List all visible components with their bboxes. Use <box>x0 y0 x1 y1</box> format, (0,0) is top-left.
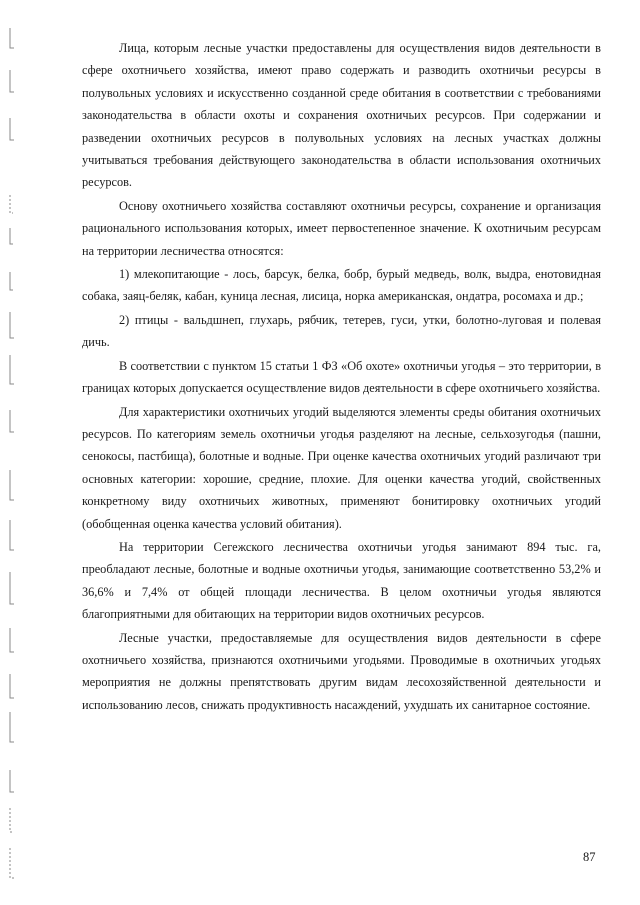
binding-margin-marks <box>0 0 40 905</box>
paragraph: Для характеристики охотничьих угодий выделяются элементы среды обитания охотничьих ресурсов. По категориям земель охотничьи угодья разделяют на лесные, сельхозугодья (пашни, сенокосы, пастбища), болотные и водные. При оценке качества охотничьих угодий различают три основных категории: хорошие, средние, плохие. Для оценки качества угодий, свойственных конкретному виду охотничьих животных, применяют бонитировку охотничьих угодий (обобщенная оценка качества условий обитания). <box>82 404 601 531</box>
page-number: 87 <box>583 850 596 864</box>
paragraph: Основу охотничьего хозяйства составляют охотничьи ресурсы, сохранение и организация рационального использования которых, имеет первостепенное значение. К охотничьим ресурсам на территории лесничества относятся: <box>82 198 601 258</box>
paragraph: Лица, которым лесные участки предоставлены для осуществления видов деятельности в сфере охотничьего хозяйства, имеют право содержать и разводить охотничьи ресурсы в полувольных условиях и искусственно созданной среде обитания в соответствии с требованиями законодательства в области охоты и сохранения охотничьих ресурсов. При содержании и разведении охотничьих ресурсов в полувольных условиях на лесных участках должны учитываться требования действующего законодательства в области использования охотничьих ресурсов. <box>82 41 601 190</box>
paragraph: 2) птицы - вальдшнеп, глухарь, рябчик, тетерев, гуси, утки, болотно-луговая и полевая дичь. <box>82 312 601 350</box>
body-text <box>82 37 601 716</box>
paragraph: Лесные участки, предоставляемые для осуществления видов деятельности в сфере охотничьего хозяйства, признаются охотничьими угодьями. Проводимые в охотничьих угодьях мероприятия не должны препятствовать другим видам лесохозяйственной деятельности и использованию лесов, снижать продуктивность насаждений, ухудшать их санитарное состояние. <box>82 630 601 712</box>
paragraph: 1) млекопитающие - лось, барсук, белка, бобр, бурый медведь, волк, выдра, енотовидная собака, заяц-беляк, кабан, куница лесная, лисица, норка американская, ондатра, росомаха и др.; <box>82 267 601 304</box>
paragraph: В соответствии с пунктом 15 статьи 1 ФЗ «Об охоте» охотничьи угодья – это территории, в границах которых допускается осуществление видов деятельности в сфере охотничьего хозяйства. <box>82 358 601 396</box>
paragraph: На территории Сегежского лесничества охотничьи угодья занимают 894 тыс. га, преобладают лесные, болотные и водные охотничьи угодья, занимающие соответственно 53,2% и 36,6% и 7,4% от общей площади лесничества. В целом охотничьи угодья являются благоприятными для обитающих на территории видов охотничьих ресурсов. <box>82 539 601 622</box>
